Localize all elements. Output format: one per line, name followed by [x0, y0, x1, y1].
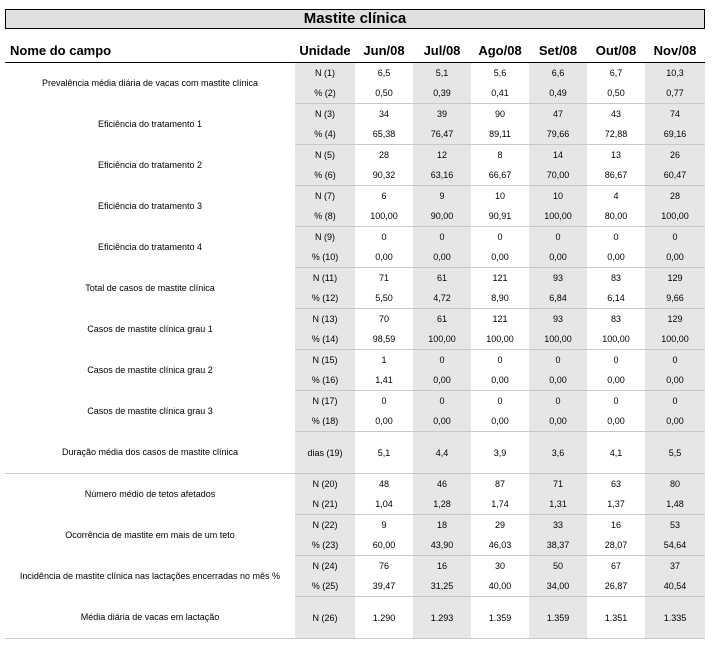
value-cell: 0	[529, 227, 587, 248]
value-cell: 1,37	[587, 494, 645, 515]
value-cell: 60,00	[355, 535, 413, 556]
header-unit: Unidade	[295, 38, 355, 63]
field-name: Número médio de tetos afetados	[84, 489, 216, 500]
value-cell: 129	[645, 268, 705, 289]
value-cell: 90,00	[413, 206, 471, 227]
value-cell: 0,00	[645, 411, 705, 432]
value-cell: 28,07	[587, 535, 645, 556]
value-cell: 0,00	[529, 411, 587, 432]
value-cell: 0,00	[471, 411, 529, 432]
unit-cell: % (18)	[295, 411, 355, 432]
value-cell: 28	[378, 150, 389, 160]
value-cell: 10,3	[645, 63, 705, 84]
value-cell: 46,03	[471, 535, 529, 556]
unit-cell: % (16)	[295, 370, 355, 391]
value-cell: 28	[645, 186, 705, 207]
value-cell: 1.290	[355, 597, 413, 639]
value-cell: 1	[381, 355, 387, 365]
value-cell: 1.359	[529, 597, 587, 639]
value-cell: 90,91	[471, 206, 529, 227]
table-row	[5, 391, 705, 412]
value-cell: 6	[381, 191, 387, 201]
value-cell: 90	[494, 109, 505, 119]
field-name: Total de casos de mastite clínica	[85, 283, 215, 293]
value-cell: 37	[645, 556, 705, 577]
value-cell: 0,00	[529, 370, 587, 391]
unit-cell: N (5)	[295, 145, 355, 166]
unit-cell: N (17)	[295, 391, 355, 412]
table-body	[5, 63, 705, 639]
header-month: Nov/08	[645, 38, 705, 63]
value-cell: 100,00	[355, 206, 413, 227]
value-cell: 93	[529, 309, 587, 330]
value-cell: 1.351	[587, 597, 645, 639]
value-cell: 87	[494, 479, 505, 489]
value-cell: 0	[645, 350, 705, 371]
unit-cell: N (7)	[295, 186, 355, 207]
value-cell: 0	[497, 232, 503, 242]
value-cell: 16	[610, 520, 621, 530]
field-name: Casos de mastite clínica grau 1	[87, 324, 213, 334]
unit-cell: N (1)	[295, 63, 355, 84]
unit-cell: % (25)	[295, 576, 355, 597]
value-cell: 0,50	[587, 83, 645, 104]
value-cell: 6,84	[529, 288, 587, 309]
value-cell: 10	[494, 191, 505, 201]
value-cell: 90,32	[355, 165, 413, 186]
value-cell: 39	[413, 104, 471, 125]
table-row	[5, 145, 705, 166]
value-cell: 69,16	[645, 124, 705, 145]
value-cell: 121	[492, 314, 508, 324]
value-cell: 72,88	[587, 124, 645, 145]
value-cell: 0,00	[355, 247, 413, 268]
field-name: Casos de mastite clínica grau 2	[87, 365, 213, 375]
value-cell: 0	[497, 396, 503, 406]
field-name: Eficiência do tratamento 3	[97, 201, 203, 211]
value-cell: 74	[645, 104, 705, 125]
value-cell: 121	[492, 273, 508, 283]
value-cell: 60,47	[645, 165, 705, 186]
value-cell: 70,00	[529, 165, 587, 186]
field-name: Casos de mastite clínica grau 3	[87, 406, 213, 416]
header-month: Jun/08	[355, 38, 413, 63]
value-cell: 1,48	[645, 494, 705, 515]
value-cell: 0,50	[355, 83, 413, 104]
value-cell: 70	[378, 314, 389, 324]
value-cell: 0,00	[587, 247, 645, 268]
header-month: Ago/08	[471, 38, 529, 63]
value-cell: 93	[529, 268, 587, 289]
value-cell: 40,00	[471, 576, 529, 597]
value-cell: 34	[378, 109, 389, 119]
value-cell: 0	[413, 227, 471, 248]
value-cell: 71	[378, 273, 389, 283]
value-cell: 10	[529, 186, 587, 207]
value-cell: 0	[529, 391, 587, 412]
value-cell: 40,54	[645, 576, 705, 597]
value-cell: 54,64	[645, 535, 705, 556]
table-row	[5, 268, 705, 289]
field-name: Duração média dos casos de mastite clínica	[5, 432, 295, 474]
value-cell: 0,00	[413, 370, 471, 391]
value-cell: 1,74	[471, 494, 529, 515]
value-cell: 83	[610, 314, 621, 324]
value-cell: 1,31	[529, 494, 587, 515]
value-cell: 48	[378, 479, 389, 489]
value-cell: 100,00	[413, 329, 471, 350]
value-cell: 4,72	[413, 288, 471, 309]
value-cell: 100,00	[645, 329, 705, 350]
value-cell: 1.293	[413, 597, 471, 639]
value-cell: 80	[645, 474, 705, 495]
value-cell: 66,67	[471, 165, 529, 186]
value-cell: 5,1	[413, 63, 471, 84]
value-cell: 1,41	[355, 370, 413, 391]
value-cell: 6,14	[587, 288, 645, 309]
field-name: Ocorrência de mastite em mais de um teto	[65, 530, 235, 540]
header-month: Set/08	[529, 38, 587, 63]
value-cell: 86,67	[587, 165, 645, 186]
field-name: Eficiência do tratamento 1	[97, 119, 203, 129]
unit-cell: N (3)	[295, 104, 355, 125]
value-cell: 0	[645, 227, 705, 248]
unit-cell: % (8)	[295, 206, 355, 227]
value-cell: 5,6	[493, 68, 507, 78]
value-cell: 3,6	[529, 432, 587, 474]
unit-cell: % (10)	[295, 247, 355, 268]
table-row	[5, 309, 705, 330]
value-cell: 0	[529, 350, 587, 371]
value-cell: 1,28	[413, 494, 471, 515]
unit-cell: N (13)	[295, 309, 355, 330]
value-cell: 47	[529, 104, 587, 125]
value-cell: 13	[610, 150, 621, 160]
table-row	[5, 515, 705, 536]
value-cell: 0	[413, 391, 471, 412]
value-cell: 4,1	[587, 432, 645, 474]
value-cell: 14	[529, 145, 587, 166]
value-cell: 100,00	[645, 206, 705, 227]
table-row	[5, 432, 705, 474]
value-cell: 5,5	[645, 432, 705, 474]
value-cell: 0,00	[413, 411, 471, 432]
unit-cell: N (15)	[295, 350, 355, 371]
field-name: Prevalência média diária de vacas com mastite clínica	[41, 78, 259, 89]
value-cell: 50	[529, 556, 587, 577]
value-cell: 0	[413, 350, 471, 371]
table-row	[5, 597, 705, 639]
value-cell: 0	[497, 355, 503, 365]
value-cell: 0,77	[645, 83, 705, 104]
value-cell: 98,59	[355, 329, 413, 350]
value-cell: 0,39	[413, 83, 471, 104]
unit-cell: dias (19)	[295, 432, 355, 474]
value-cell: 26,87	[587, 576, 645, 597]
value-cell: 0	[613, 355, 619, 365]
table-row	[5, 63, 705, 84]
field-name: Média diária de vacas em lactação	[5, 597, 295, 639]
value-cell: 1,04	[355, 494, 413, 515]
value-cell: 0	[613, 396, 619, 406]
value-cell: 29	[494, 520, 505, 530]
table-row	[5, 104, 705, 125]
unit-cell: N (22)	[295, 515, 355, 536]
value-cell: 33	[529, 515, 587, 536]
table-row	[5, 186, 705, 207]
value-cell: 30	[494, 561, 505, 571]
value-cell: 100,00	[471, 329, 529, 350]
value-cell: 9	[381, 520, 387, 530]
value-cell: 61	[413, 309, 471, 330]
value-cell: 0,00	[645, 370, 705, 391]
unit-cell: N (21)	[295, 494, 355, 515]
value-cell: 9,66	[645, 288, 705, 309]
value-cell: 6,6	[529, 63, 587, 84]
value-cell: 129	[645, 309, 705, 330]
unit-cell: N (24)	[295, 556, 355, 577]
value-cell: 0,00	[413, 247, 471, 268]
value-cell: 100,00	[529, 206, 587, 227]
value-cell: 4	[613, 191, 619, 201]
field-name: Eficiência do tratamento 4	[97, 242, 203, 252]
value-cell: 18	[413, 515, 471, 536]
header-field: Nome do campo	[5, 38, 295, 63]
table-row	[5, 227, 705, 248]
unit-cell: N (20)	[295, 474, 355, 495]
value-cell: 100,00	[529, 329, 587, 350]
value-cell: 5,50	[355, 288, 413, 309]
table-row	[5, 350, 705, 371]
value-cell: 0,00	[355, 411, 413, 432]
value-cell: 6,5	[377, 68, 391, 78]
value-cell: 0	[381, 396, 387, 406]
header-month: Out/08	[587, 38, 645, 63]
value-cell: 6,7	[609, 68, 623, 78]
value-cell: 0,00	[587, 370, 645, 391]
value-cell: 8	[497, 150, 503, 160]
value-cell: 0,49	[529, 83, 587, 104]
value-cell: 100,00	[587, 329, 645, 350]
value-cell: 67	[610, 561, 621, 571]
value-cell: 1.359	[471, 597, 529, 639]
value-cell: 4,4	[413, 432, 471, 474]
unit-cell: % (6)	[295, 165, 355, 186]
value-cell: 63	[610, 479, 621, 489]
value-cell: 9	[413, 186, 471, 207]
value-cell: 80,00	[587, 206, 645, 227]
value-cell: 76	[378, 561, 389, 571]
unit-cell: N (11)	[295, 268, 355, 289]
value-cell: 53	[645, 515, 705, 536]
value-cell: 0,00	[645, 247, 705, 268]
field-name: Eficiência do tratamento 2	[97, 160, 203, 170]
value-cell: 71	[529, 474, 587, 495]
value-cell: 38,37	[529, 535, 587, 556]
value-cell: 0,00	[471, 370, 529, 391]
value-cell: 0,00	[529, 247, 587, 268]
report-title: Mastite clínica	[5, 9, 705, 29]
value-cell: 8,90	[471, 288, 529, 309]
unit-cell: N (9)	[295, 227, 355, 248]
value-cell: 0,00	[471, 247, 529, 268]
value-cell: 79,66	[529, 124, 587, 145]
unit-cell: % (14)	[295, 329, 355, 350]
value-cell: 0,00	[587, 411, 645, 432]
header-row	[5, 38, 705, 63]
value-cell: 34,00	[529, 576, 587, 597]
unit-cell: % (2)	[295, 83, 355, 104]
value-cell: 0	[381, 232, 387, 242]
field-name: Incidência de mastite clínica nas lactações encerradas no mês %	[19, 571, 281, 581]
unit-cell: N (26)	[295, 597, 355, 639]
table-row	[5, 556, 705, 577]
value-cell: 3,9	[471, 432, 529, 474]
table-row	[5, 474, 705, 495]
value-cell: 1.335	[645, 597, 705, 639]
value-cell: 31,25	[413, 576, 471, 597]
value-cell: 46	[413, 474, 471, 495]
unit-cell: % (23)	[295, 535, 355, 556]
unit-cell: % (12)	[295, 288, 355, 309]
value-cell: 26	[645, 145, 705, 166]
value-cell: 39,47	[355, 576, 413, 597]
value-cell: 0	[613, 232, 619, 242]
value-cell: 83	[610, 273, 621, 283]
value-cell: 76,47	[413, 124, 471, 145]
value-cell: 0	[645, 391, 705, 412]
value-cell: 65,38	[355, 124, 413, 145]
unit-cell: % (4)	[295, 124, 355, 145]
value-cell: 43,90	[413, 535, 471, 556]
value-cell: 5,1	[355, 432, 413, 474]
value-cell: 16	[413, 556, 471, 577]
value-cell: 89,11	[471, 124, 529, 145]
value-cell: 63,16	[413, 165, 471, 186]
value-cell: 0,41	[471, 83, 529, 104]
value-cell: 12	[413, 145, 471, 166]
mastitis-table	[5, 38, 705, 639]
value-cell: 43	[610, 109, 621, 119]
value-cell: 61	[413, 268, 471, 289]
header-month: Jul/08	[413, 38, 471, 63]
